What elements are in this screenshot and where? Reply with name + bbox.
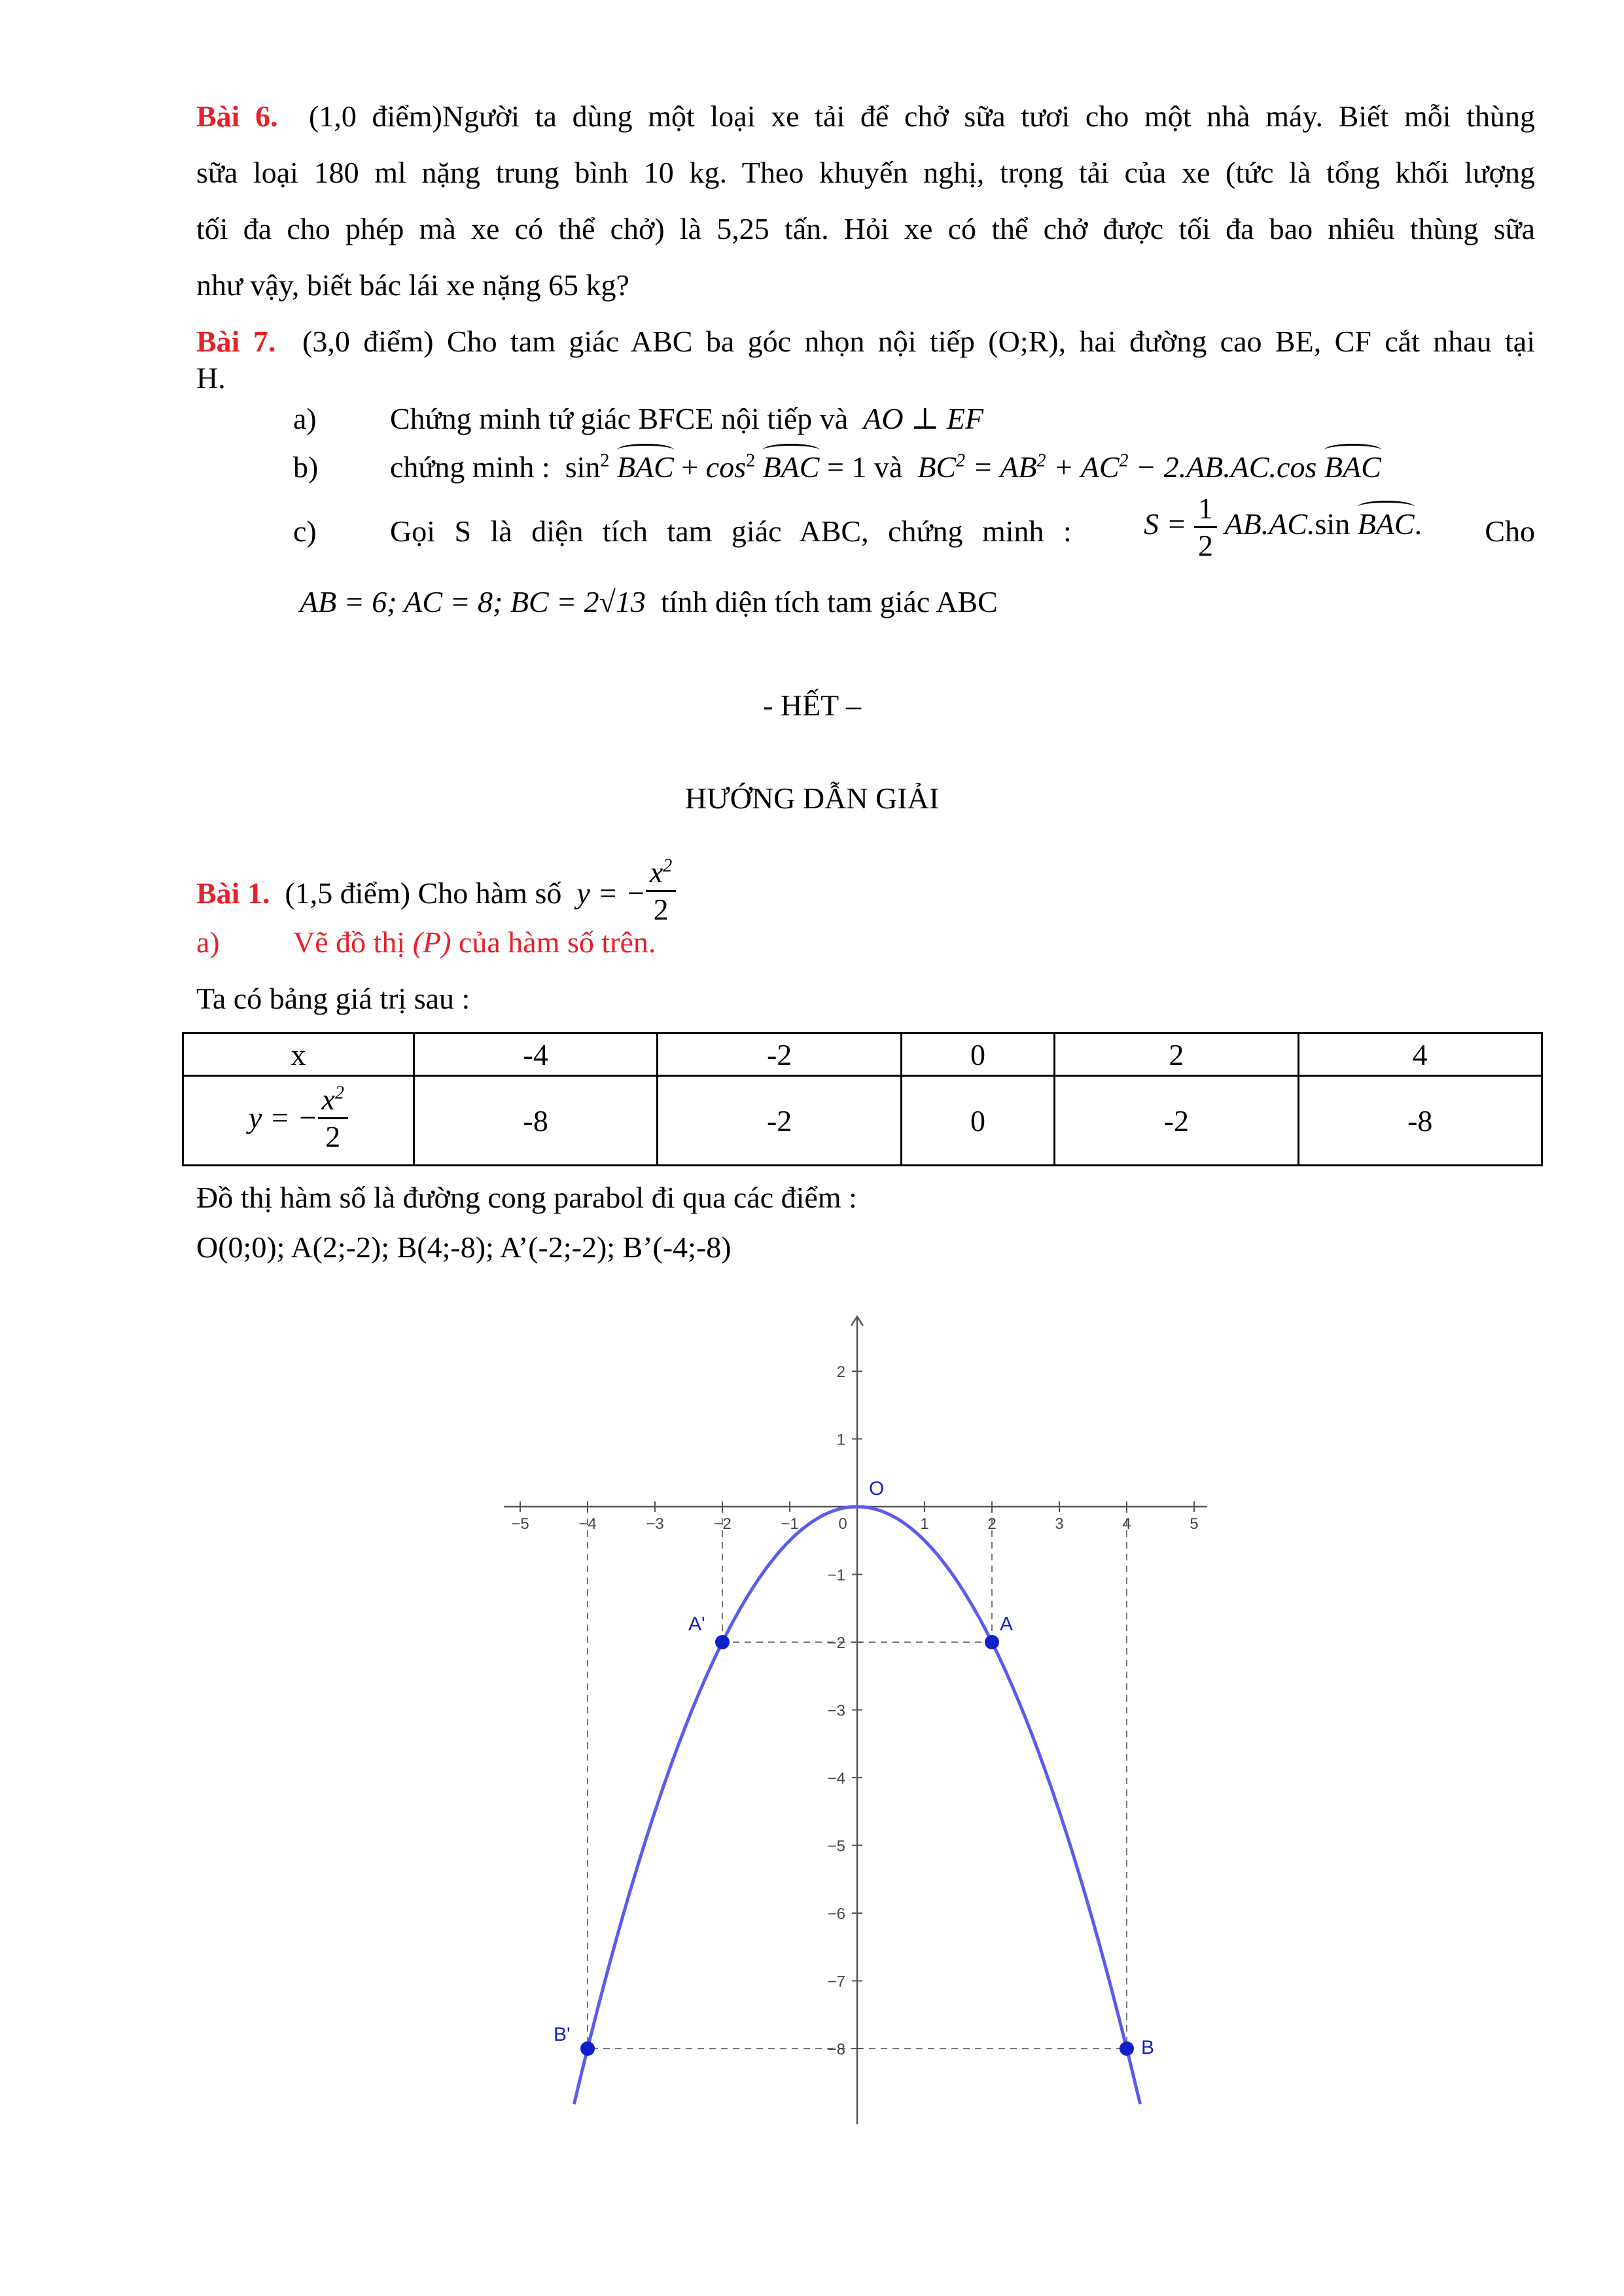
table-cell: -8 <box>1298 1076 1542 1166</box>
bai7-label: Bài 7. <box>196 325 276 358</box>
bai7-c-text: Gọi S là diện tích tam giác ABC, chứng minh : <box>390 514 1072 548</box>
bai6-text-2: sữa loại 180 ml nặng trung bình 10 kg. Theo khuyến nghị, trọng tải của xe (tức là tổng khối lượng <box>196 156 1535 189</box>
bai1-a-label: a) <box>196 925 220 959</box>
bai7-b-text: chứng minh : <box>390 450 550 484</box>
table-row <box>183 1076 1542 1166</box>
bai1-label: Bài 1. <box>196 876 270 910</box>
graph-description-2: O(0;0); A(2;-2); B(4;-8); A’(-2;-2); B’(-4;-8) <box>196 1230 732 1264</box>
x-tick-label: 5 <box>1190 1515 1199 1533</box>
bai6-line-2 <box>196 153 1535 192</box>
bai1-function: y = − <box>569 876 646 910</box>
bai6-text-3: tối đa cho phép mà xe có thể chở) là 5,25 tấn. Hỏi xe có thể chở được tối đa bao nhiêu thùng sữa <box>196 212 1535 245</box>
table-cell: 0 <box>901 1076 1054 1166</box>
x-tick-label: −4 <box>578 1515 597 1533</box>
point-A-prime <box>715 1635 730 1649</box>
bai7-text-1: (3,0 điểm) Cho tam giác ABC ba góc nhọn nội tiếp (O;R), hai đường cao BE, CF cắt nhau tại <box>302 325 1535 358</box>
bai1-text: (1,5 điểm) Cho hàm số <box>285 876 562 910</box>
y-tick-label: −6 <box>827 1905 845 1923</box>
bai6-label: Bài 6. <box>196 99 278 133</box>
x-tick-label: 0 <box>838 1515 847 1533</box>
x-tick-label: 3 <box>1055 1515 1064 1533</box>
bai7-c-label: c) <box>293 514 317 548</box>
y-tick-label: −5 <box>827 1837 845 1856</box>
bai7-a-label: a) <box>293 402 317 435</box>
bai7-part-b <box>293 448 1381 487</box>
y-tick-label: −7 <box>827 1973 845 1991</box>
bai6-line-3 <box>196 209 1535 249</box>
x-tick-label: 4 <box>1122 1515 1131 1533</box>
bai7-c-formula: S = $\frac{1}{2}$ AB.AC.sin BAC. <box>1144 492 1422 562</box>
y-tick-label: −1 <box>827 1566 845 1585</box>
value-table <box>182 1032 1543 1166</box>
y-tick-label: −3 <box>827 1702 845 1720</box>
table-cell: -2 <box>658 1076 901 1166</box>
bai1-a-tail: của hàm số trên. <box>458 925 656 959</box>
y-tick-label: 1 <box>836 1431 845 1449</box>
x-tick-label: 2 <box>987 1515 997 1533</box>
bai7-line-2 <box>196 359 226 398</box>
end-marker: - HẾT – <box>763 689 861 722</box>
bai6-line-4 <box>196 266 629 305</box>
bai7-text-2: H. <box>196 361 226 395</box>
bai1-line <box>196 855 676 930</box>
y-tick-label: −2 <box>827 1634 845 1652</box>
point-label: B' <box>554 2024 571 2045</box>
table-intro: Ta có bảng giá trị sau : <box>196 982 470 1015</box>
bai7-line-1 <box>196 322 1535 361</box>
bai1-fraction: $\frac{x^2}{2}$ <box>646 857 676 925</box>
y-tick-label: −4 <box>827 1770 845 1787</box>
graph-description-1: Đồ thị hàm số là đường cong parabol đi qua các điểm : <box>196 1181 857 1214</box>
bai7-part-c <box>293 492 1535 562</box>
bai7-c-tail: Cho <box>1485 514 1535 548</box>
table-y-header: y = − $\frac{x^2}{2}$ <box>183 1076 414 1166</box>
point-label: A <box>1000 1613 1014 1635</box>
bai7-c-given: AB = 6; AC = 8; BC = 2√13 tính diện tích tam giác ABC <box>300 585 998 619</box>
bai7-b-formula-2: $BC^2 = AB^2 + AC^2 - 2.AB.AC.\cos$ BAC <box>910 450 1381 484</box>
guide-title: HƯỚNG DẪN GIẢI <box>684 781 940 815</box>
table-row <box>183 1033 1542 1076</box>
bai7-b-formula-1: $\sin^2$ BAC + $\cos^2$ BAC = 1 <box>565 450 867 484</box>
bai1-part-a <box>196 923 656 962</box>
bai1-a-p: (P) <box>412 925 451 959</box>
bai6-text-1: (1,0 điểm)Người ta dùng một loại xe tải để chở sữa tươi cho một nhà máy. Biết mỗi thùng <box>309 99 1535 133</box>
y-tick-label: 2 <box>836 1363 845 1381</box>
table-cell: -2 <box>658 1033 901 1076</box>
table-cell: 0 <box>901 1033 1054 1076</box>
table-cell: 2 <box>1055 1033 1298 1076</box>
table-cell: -8 <box>414 1076 658 1166</box>
x-tick-label: −1 <box>781 1515 799 1533</box>
bai7-b-and: và <box>874 450 903 484</box>
bai1-a-text: Vẽ đồ thị <box>293 925 406 959</box>
table-cell: 4 <box>1298 1033 1542 1076</box>
table-x-header: x <box>183 1033 414 1076</box>
x-tick-label: −5 <box>511 1515 529 1533</box>
bai7-b-content <box>390 448 1381 487</box>
parabola-graph <box>0 1276 1624 2127</box>
y-tick-label: −8 <box>827 2041 845 2058</box>
point-label: B <box>1141 2037 1155 2058</box>
table-cell: -4 <box>414 1033 658 1076</box>
x-tick-label: −2 <box>713 1515 732 1533</box>
point-B-prime <box>580 2041 595 2056</box>
bai7-c-given-text: tính diện tích tam giác ABC <box>660 585 998 619</box>
point-label: A' <box>688 1613 705 1635</box>
bai7-a-math: AO ⊥ EF <box>863 402 984 435</box>
bai7-part-a <box>293 399 984 439</box>
point-B <box>1120 2041 1134 2056</box>
bai7-b-label: b) <box>293 450 319 484</box>
x-tick-label: 1 <box>920 1515 929 1533</box>
x-tick-label: −3 <box>646 1515 664 1533</box>
bai6-line-1 <box>196 97 1535 136</box>
bai7-a-text: Chứng minh tứ giác BFCE nội tiếp và <box>390 402 849 435</box>
table-cell: -2 <box>1055 1076 1298 1166</box>
point-label: O <box>869 1478 885 1499</box>
bai6-text-4: như vậy, biết bác lái xe nặng 65 kg? <box>196 268 629 302</box>
point-A <box>985 1635 999 1649</box>
